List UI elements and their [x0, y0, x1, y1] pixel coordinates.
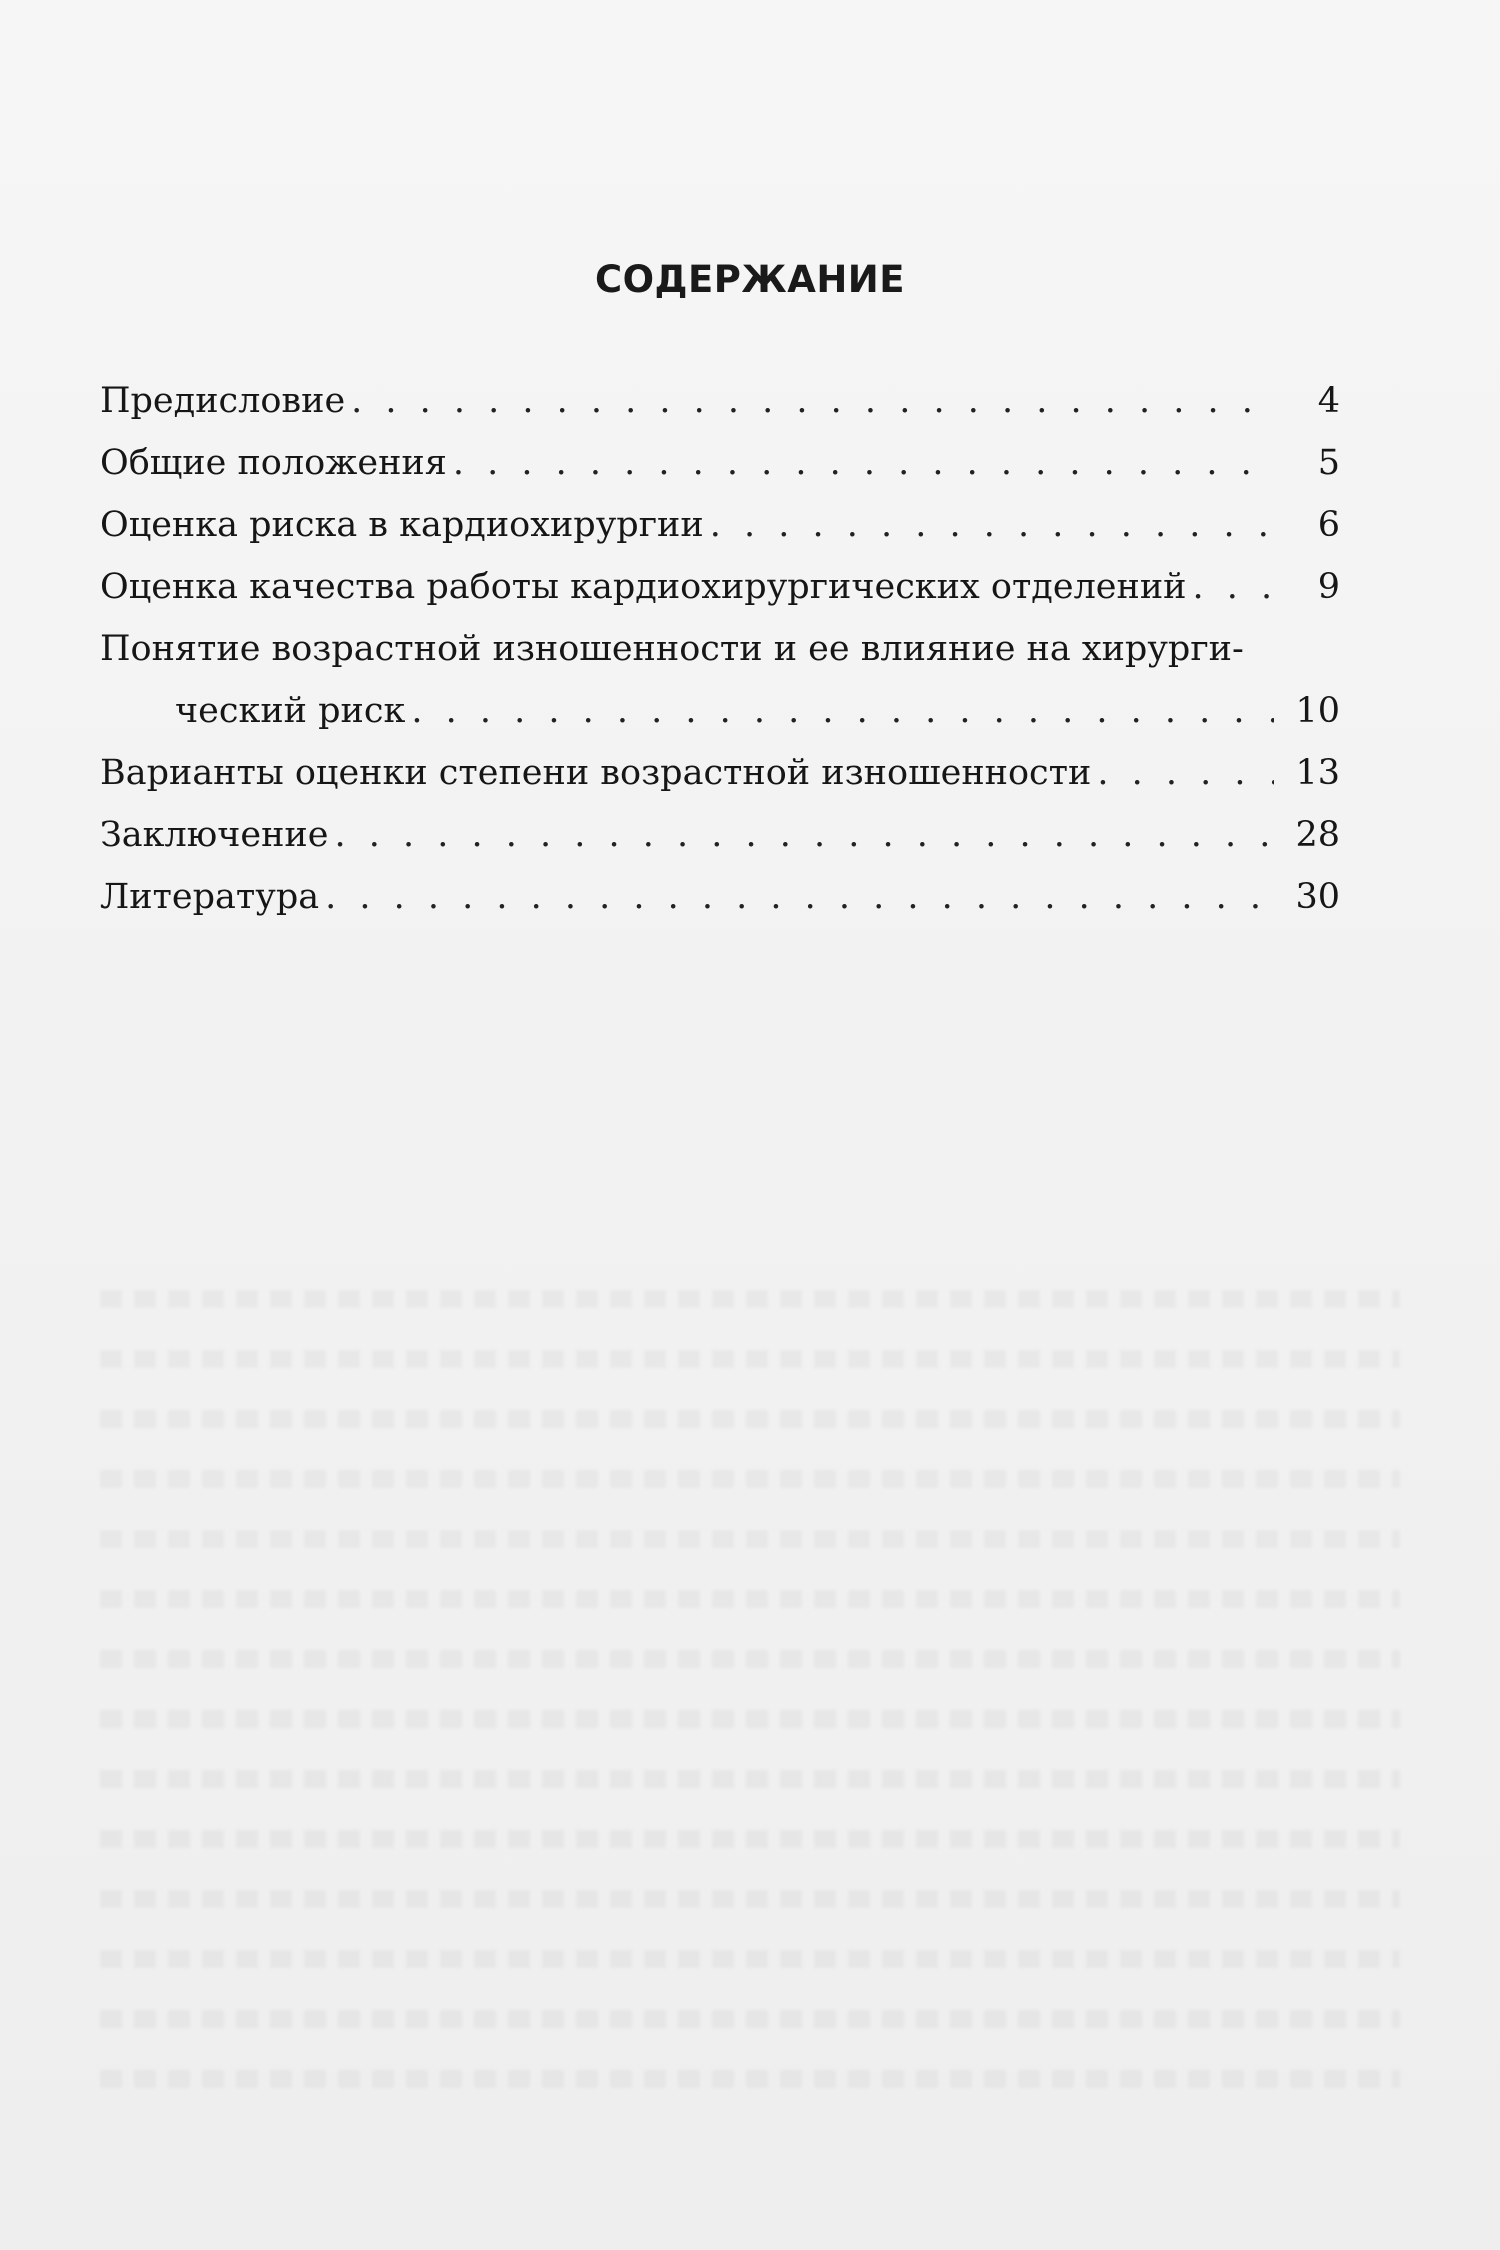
- page-title: СОДЕРЖАНИЕ: [594, 258, 906, 301]
- bleed-through-texture: [100, 1950, 1400, 1968]
- leader-dots: [325, 866, 1274, 928]
- toc-entry-title: Оценка риска в кардиохирургии: [100, 505, 704, 545]
- toc-page-number: 5: [1317, 443, 1340, 483]
- toc-page-number: 4: [1317, 381, 1340, 421]
- bleed-through-texture: [100, 2070, 1400, 2088]
- toc-entry-title: Оценка качества работы кардиохирургических отделений: [100, 567, 1187, 607]
- toc-entry-title: Общие положения: [100, 443, 447, 483]
- bleed-through-texture: [100, 1830, 1400, 1848]
- bleed-through-texture: [100, 1710, 1400, 1728]
- toc-entry-title: Заключение: [100, 815, 329, 855]
- bleed-through-texture: [100, 1470, 1400, 1488]
- leader-dots: [411, 680, 1274, 742]
- table-of-contents: [100, 370, 1340, 928]
- bleed-through-texture: [100, 1410, 1400, 1428]
- bleed-through-texture: [100, 1770, 1400, 1788]
- bleed-through-texture: [100, 2010, 1400, 2028]
- toc-page-number: 6: [1317, 505, 1340, 545]
- toc-entry-quality-assessment[interactable]: [100, 556, 1340, 618]
- leader-dots: [1193, 556, 1274, 618]
- toc-entry-assessment-options[interactable]: [100, 742, 1340, 804]
- bleed-through-texture: [100, 1530, 1400, 1548]
- toc-entry-risk-assessment[interactable]: [100, 494, 1340, 556]
- leader-dots: [453, 432, 1274, 494]
- bleed-through-texture: [100, 1890, 1400, 1908]
- toc-page-number: 30: [1295, 877, 1340, 917]
- toc-entry-preface[interactable]: [100, 370, 1340, 432]
- leader-dots: [334, 804, 1274, 866]
- toc-entry-title: Варианты оценки степени возрастной изношенности: [100, 753, 1092, 793]
- leader-dots: [710, 494, 1274, 556]
- toc-page-number: 28: [1295, 815, 1340, 855]
- toc-entry-title-line1: Понятие возрастной изношенности и ее влияние на хирурги-: [100, 629, 1244, 669]
- toc-page-number: 9: [1317, 567, 1340, 607]
- toc-entry-title-line2: ческий риск: [175, 691, 406, 731]
- toc-entry-conclusion[interactable]: [100, 804, 1340, 866]
- toc-page-number: 13: [1295, 753, 1340, 793]
- bleed-through-texture: [100, 1350, 1400, 1368]
- toc-entry-title: Предисловие: [100, 381, 346, 421]
- leader-dots: [1097, 742, 1274, 804]
- bleed-through-texture: [100, 1650, 1400, 1668]
- toc-entry-general-provisions[interactable]: [100, 432, 1340, 494]
- leader-dots: [351, 370, 1274, 432]
- toc-page-number: 10: [1295, 691, 1340, 731]
- toc-entry-literature[interactable]: [100, 866, 1340, 928]
- bleed-through-texture: [100, 1290, 1400, 1308]
- toc-entry-title: Литература: [100, 877, 320, 917]
- toc-entry-age-wear[interactable]: [100, 618, 1340, 742]
- bleed-through-texture: [100, 1590, 1400, 1608]
